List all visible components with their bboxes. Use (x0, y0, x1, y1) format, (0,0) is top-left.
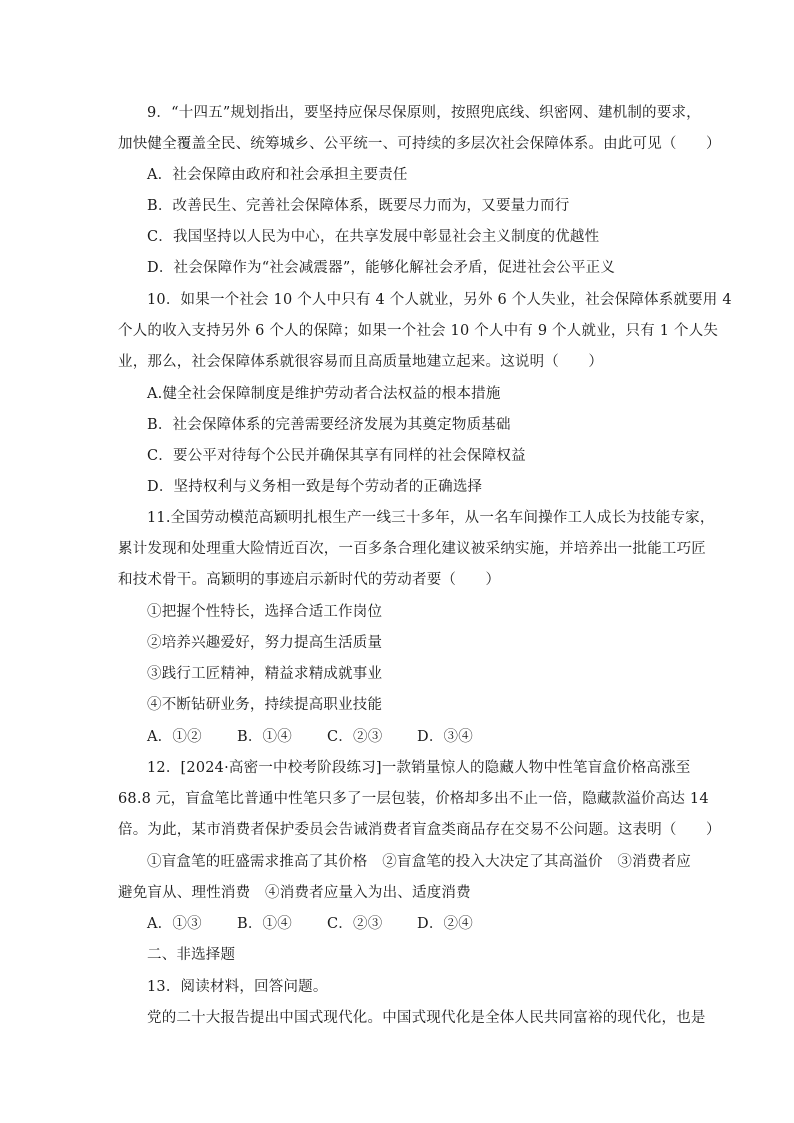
q12-choice-a: A．①③ (147, 916, 202, 932)
q11-choices (147, 727, 507, 747)
q10-option-a: A.健全社会保障制度是维护劳动者合法权益的根本措施 (147, 386, 501, 402)
q9-option-c: C．我国坚持以人民为中心，在共享发展中彰显社会主义制度的优越性 (147, 229, 600, 245)
q10-option-c: C．要公平对待每个公民并确保其享有同样的社会保障权益 (147, 448, 526, 464)
q12-stem-line3: 倍。为此，某市消费者保护委员会告诫消费者盲盒类商品存在交易不公问题。这表明（ ） (118, 822, 721, 838)
q9-option-d: D．社会保障作为“社会减震器”，能够化解社会矛盾，促进社会公平正义 (147, 260, 616, 276)
q10-stem-line2: 个人的收入支持另外 6 个人的保障；如果一个社会 10 个人中有 9 个人就业，只有 1 个人失 (118, 323, 719, 339)
q12-choice-b: B．①④ (237, 916, 292, 932)
q9-option-a: A．社会保障由政府和社会承担主要责任 (147, 167, 408, 183)
q11-item-1: ①把握个性特长，选择合适工作岗位 (147, 604, 383, 620)
q11-item-3: ③践行工匠精神，精益求精成就事业 (147, 666, 383, 682)
q12-stem-line1: 12．[2024·高密一中校考阶段练习]一款销量惊人的隐藏人物中性笔盲盒价格高涨至 (147, 760, 691, 776)
q12-choice-d: D．②④ (417, 916, 473, 932)
section-heading: 二、非选择题 (147, 947, 236, 963)
q11-choice-b: B．①④ (237, 729, 292, 745)
q11-stem-line3: 和技术骨干。高颖明的事迹启示新时代的劳动者要（ ） (118, 572, 501, 588)
q11-choice-a: A．①② (147, 729, 202, 745)
q12-choices (147, 914, 507, 934)
q11-stem-line2: 累计发现和处理重大险情近百次，一百多条合理化建议被采纳实施，并培养出一批能工巧匠 (118, 541, 706, 557)
q9-stem-line1: 9．“十四五”规划指出，要坚持应保尽保原则，按照兜底线、织密网、建机制的要求， (147, 105, 701, 121)
q9-option-b: B．改善民生、完善社会保障体系，既要尽力而为，又要量力而行 (147, 198, 570, 214)
q10-option-b: B．社会保障体系的完善需要经济发展为其奠定物质基础 (147, 417, 511, 433)
q11-item-4: ④不断钻研业务，持续提高职业技能 (147, 697, 383, 713)
q11-item-2: ②培养兴趣爱好，努力提高生活质量 (147, 635, 383, 651)
q11-stem-line1: 11.全国劳动模范高颖明扎根生产一线三十多年，从一名车间操作工人成长为技能专家， (147, 510, 715, 526)
q11-choice-d: D．③④ (417, 729, 473, 745)
q12-items-line1: ①盲盒笔的旺盛需求推高了其价格 ②盲盒笔的投入大决定了其高溢价 ③消费者应 (147, 854, 691, 870)
q13-stem: 13．阅读材料，回答问题。 (147, 979, 328, 995)
q12-choice-c: C．②③ (327, 916, 383, 932)
q13-material-line1: 党的二十大报告提出中国式现代化。中国式现代化是全体人民共同富裕的现代化，也是 (147, 1010, 706, 1026)
q12-items-line2: 避免盲从、理性消费 ④消费者应量入为出、适度消费 (118, 885, 471, 901)
q10-option-d: D．坚持权利与义务相一致是每个劳动者的正确选择 (147, 479, 483, 495)
q11-choice-c: C．②③ (327, 729, 383, 745)
q9-stem-line2: 加快健全覆盖全民、统筹城乡、公平统一、可持续的多层次社会保障体系。由此可见（ ） (118, 136, 721, 152)
q10-stem-line1: 10．如果一个社会 10 个人中只有 4 个人就业，另外 6 个人失业，社会保障体系就要用 4 (147, 292, 732, 308)
q12-stem-line2: 68.8 元，盲盒笔比普通中性笔只多了一层包装，价格却多出不止一倍，隐藏款溢价高达 14 (118, 791, 709, 807)
q10-stem-line3: 业，那么，社会保障体系就很容易而且高质量地建立起来。这说明（ ） (118, 354, 604, 370)
